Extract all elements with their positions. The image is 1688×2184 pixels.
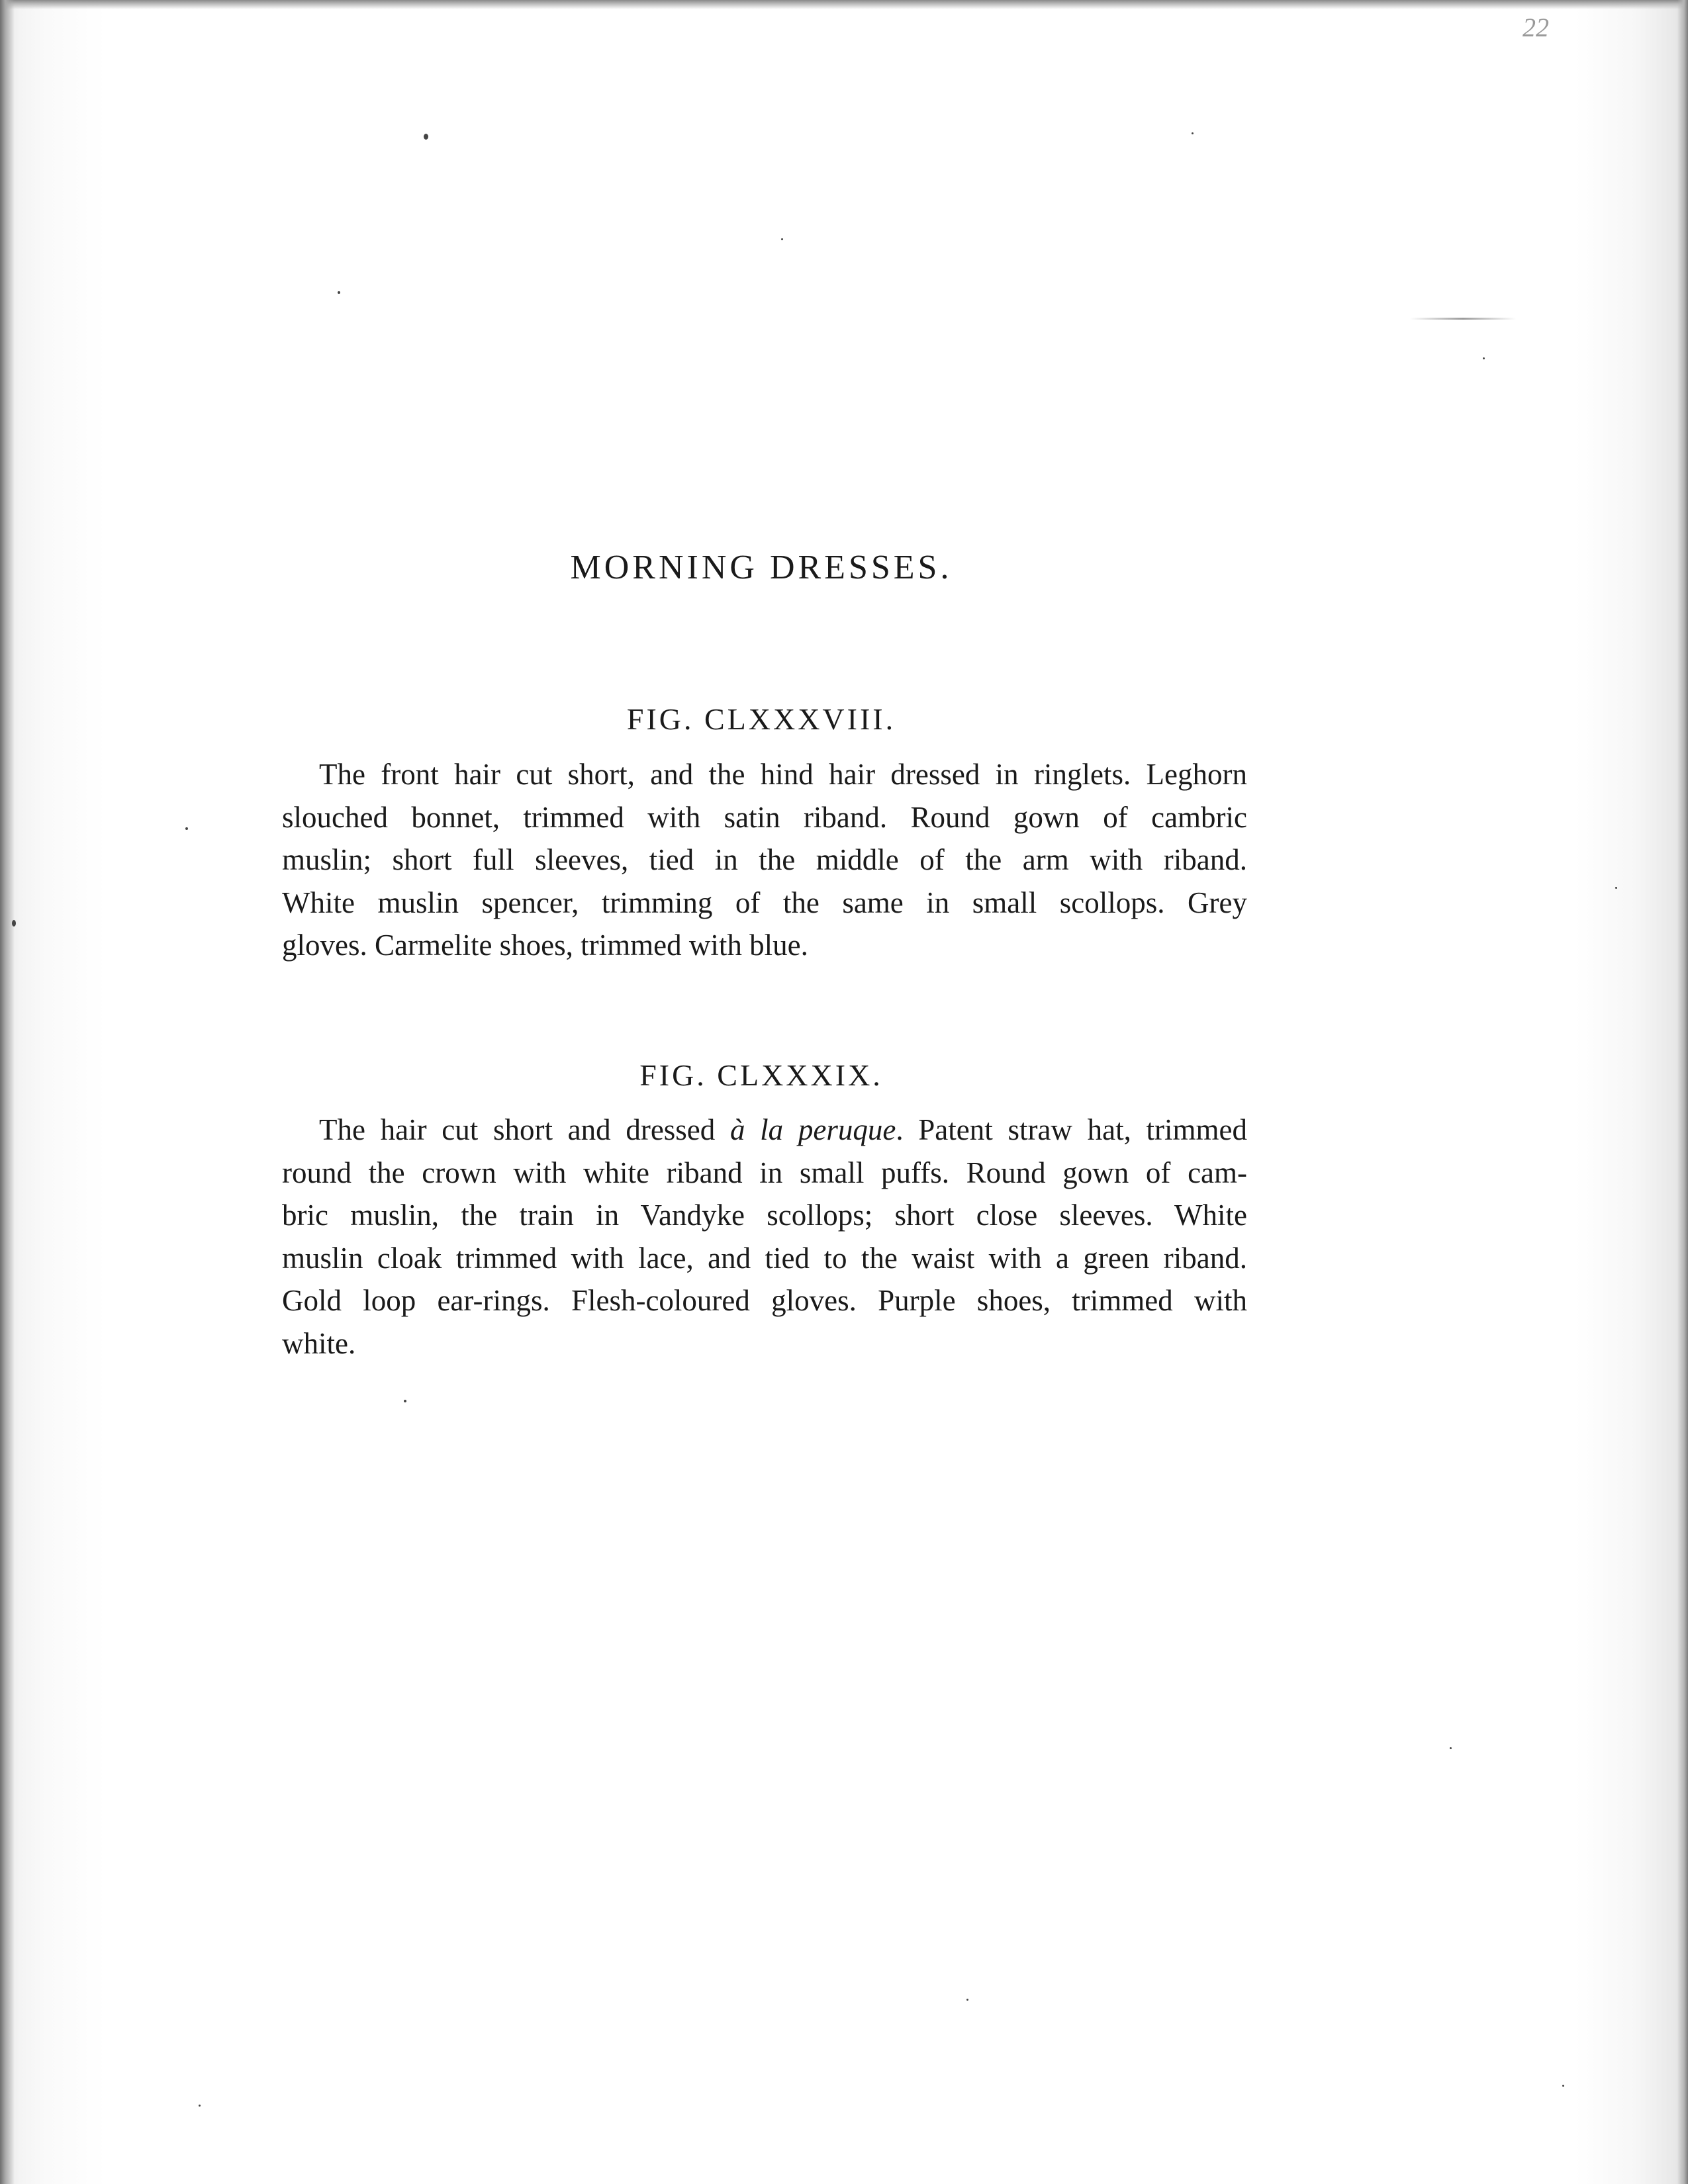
figure-description-189 bbox=[282, 1109, 1247, 1365]
description-line: White muslin spencer, trimming of the same in small scollops. Grey bbox=[282, 886, 1247, 919]
speck bbox=[1450, 1747, 1452, 1749]
description-text: . Patent straw hat, trimmed bbox=[896, 1113, 1247, 1146]
speck bbox=[1483, 357, 1485, 359]
description-line: muslin cloak trimmed with lace, and tied to the waist with a green riband. bbox=[282, 1241, 1247, 1275]
description-text: The hair cut short and dressed bbox=[319, 1113, 730, 1146]
speck bbox=[1615, 887, 1617, 889]
description-line: round the crown with white riband in small puffs. Round gown of cam- bbox=[282, 1156, 1247, 1189]
speck bbox=[12, 920, 16, 927]
description-line: bric muslin, the train in Vandyke scollops; short close sleeves. White bbox=[282, 1199, 1247, 1232]
speck bbox=[1562, 2085, 1564, 2087]
description-line: slouched bonnet, trimmed with satin riband. Round gown of cambric bbox=[282, 800, 1247, 834]
description-line: The front hair cut short, and the hind hair dressed in ringlets. Leghorn bbox=[319, 758, 1247, 791]
italic-phrase: à la peruque bbox=[729, 1113, 896, 1146]
speck bbox=[1192, 132, 1194, 134]
speck bbox=[781, 238, 783, 240]
speck bbox=[185, 827, 188, 830]
description-line: muslin; short full sleeves, tied in the middle of the arm with riband. bbox=[282, 843, 1247, 876]
speck bbox=[404, 1400, 406, 1402]
speck bbox=[199, 2105, 201, 2107]
page-right-edge bbox=[1677, 0, 1688, 2184]
description-line bbox=[282, 1109, 1247, 1152]
figure-description-188 bbox=[282, 753, 1247, 967]
decorative-stroke bbox=[1410, 318, 1516, 320]
figure-heading-188: FIG. CLXXXVIII. bbox=[626, 702, 896, 736]
page-title: MORNING DRESSES. bbox=[570, 549, 953, 586]
description-line: gloves. Carmelite shoes, trimmed with blue. bbox=[282, 929, 808, 962]
description-line: white. bbox=[282, 1326, 356, 1360]
page-number: 22 bbox=[1523, 13, 1549, 42]
page-top-edge bbox=[0, 0, 1688, 9]
figure-heading-189: FIG. CLXXXIX. bbox=[639, 1058, 883, 1092]
speck bbox=[966, 1999, 968, 2001]
speck bbox=[338, 291, 340, 294]
description-line: Gold loop ear-rings. Flesh-coloured gloves. Purple shoes, trimmed with bbox=[282, 1284, 1247, 1317]
speck bbox=[424, 134, 428, 140]
